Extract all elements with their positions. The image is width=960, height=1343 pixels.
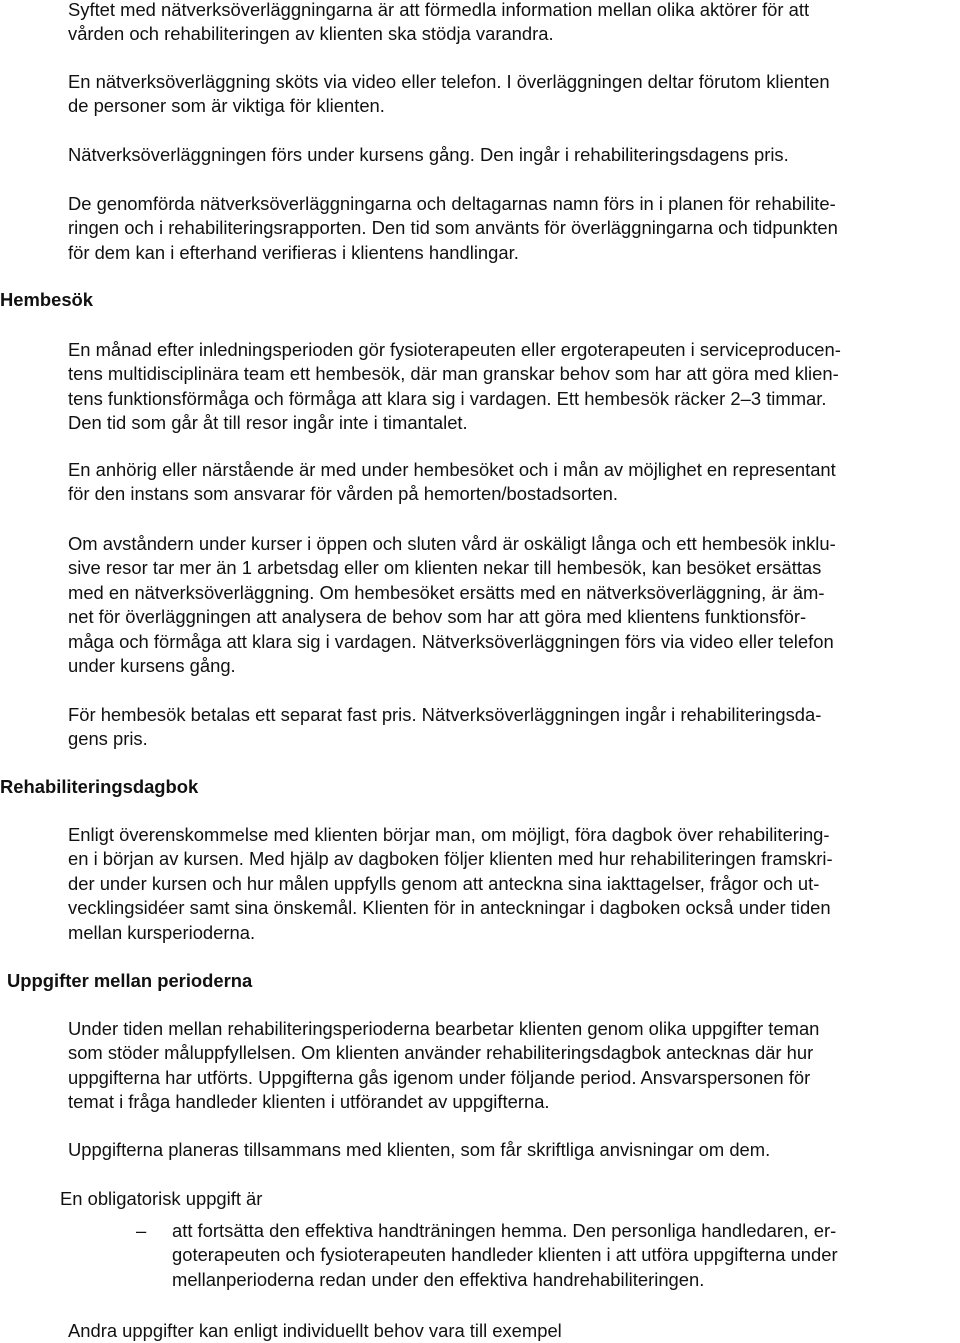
hembesok-paragraph-distance: Om avståndern under kurser i öppen och sluten vård är oskäligt långa och ett hembesök inklu- sive resor tar mer än 1 arbetsdag eller om klienten nekar till hembesök, kan besöket ersättas med en nätverksöverläggning. Om hembesöket ersätts med en nätverksöverläggning, är äm- net för överläggningen att analysera de behov som har att göra med klientens funktionsför- måga och förmåga att klara sig i vardagen. Nätverksöverläggningen förs via video eller telefon under kursens gång. xyxy=(68,533,836,677)
uppgifter-paragraph-themes: Under tiden mellan rehabiliteringsperioderna bearbetar klienten genom olika uppgifter teman som stöder måluppfyllelsen. Om klienten använder rehabiliteringsdagbok antecknas där hur uppgifterna har utförts. Uppgifterna gås igenom under följande period. Ansvarspersonen för temat i fråga handleder klienten i utförandet av uppgifterna. xyxy=(68,1018,820,1113)
intro-paragraph-video: En nätverksöverläggning sköts via video eller telefon. I överläggningen deltar förutom klienten de personer som är viktiga för klienten. xyxy=(68,71,830,117)
hembesok-paragraph-relative: En anhörig eller närstående är med under hembesöket och i mån av möjlighet en representant för den instans som ansvarar för vården på hemorten/bostadsorten. xyxy=(68,459,836,505)
hembesok-paragraph-visit: En månad efter inledningsperioden gör fysioterapeuten eller ergoterapeuten i serviceproducen- tens multidisciplinära team ett hembesök, där man granskar behov som har att göra med klien- tens funktionsförmåga och förmåga att klara sig i vardagen. Ett hembesök räcker 2–3 timmar. Den tid som går åt till resor ingår inte i timantalet. xyxy=(68,339,841,434)
dagbok-paragraph: Enligt överenskommelse med klienten börjar man, om möjligt, föra dagbok över rehabilitering- en i början av kursen. Med hjälp av dagboken följer klienten med hur rehabiliteringen framskri- der under kursen och hur målen uppfylls genom att anteckna sina iakttagelser, frågor och ut- vecklingsidéer samt sina önskemål. Klienten för in anteckningar i dagboken också under tiden mellan kursperioderna. xyxy=(68,824,833,943)
intro-paragraph-records: De genomförda nätverksöverläggningarna och deltagarnas namn förs in i planen för rehabilite- ringen och i rehabiliteringsrapporten. Den tid som använts för överläggningarna och tidpunkten för dem kan i efterhand verifieras i klientens handlingar. xyxy=(68,193,838,263)
section-heading-hembesok: Hembesök xyxy=(0,289,94,310)
list-dash-bullet: – xyxy=(136,1220,147,1241)
section-heading-uppgifter: Uppgifter mellan perioderna xyxy=(7,970,253,991)
intro-paragraph-course: Nätverksöverläggningen förs under kursens gång. Den ingår i rehabiliteringsdagens pris. xyxy=(68,144,789,165)
uppgifter-paragraph-planning: Uppgifterna planeras tillsammans med klienten, som får skriftliga anvisningar om dem. xyxy=(68,1139,771,1160)
uppgifter-paragraph-other: Andra uppgifter kan enligt individuellt behov vara till exempel xyxy=(68,1320,562,1341)
list-item-handtraining: att fortsätta den effektiva handträningen hemma. Den personliga handledaren, er- goterapeuten och fysioterapeuten handleder klienten i att utföra uppgifterna under mellanperioderna redan under den effektiva handrehabiliteringen. xyxy=(172,1220,838,1290)
intro-paragraph-purpose: Syftet med nätverksöverläggningarna är att förmedla information mellan olika aktörer för att vården och rehabiliteringen av klienten ska stödja varandra. xyxy=(68,0,810,45)
hembesok-paragraph-price: För hembesök betalas ett separat fast pris. Nätverksöverläggningen ingår i rehabiliteringsda- gens pris. xyxy=(68,704,822,750)
uppgifter-paragraph-mandatory: En obligatorisk uppgift är xyxy=(60,1188,263,1209)
section-heading-dagbok: Rehabiliteringsdagbok xyxy=(0,776,199,797)
